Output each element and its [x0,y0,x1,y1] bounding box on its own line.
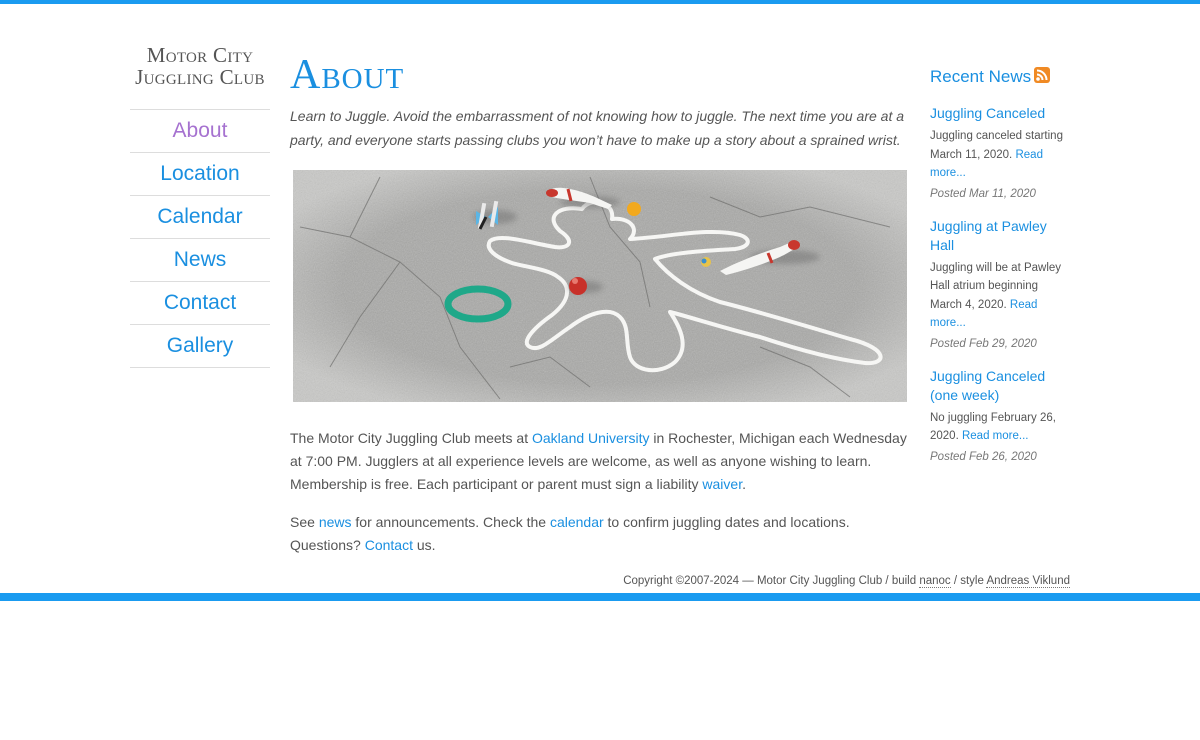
announcements-text-2: for announcements. Check the [351,514,550,530]
rss-icon[interactable] [1034,67,1050,83]
meeting-info-text-1: The Motor City Juggling Club meets at [290,430,532,446]
footer-copyright: Copyright ©2007-2024 — Motor City Juggling Club / build [623,575,920,587]
news-item-title[interactable]: Juggling at Pawley Hall [930,217,1047,253]
read-more-link[interactable]: Read more... [930,148,1043,179]
meeting-info-text-3: . [742,476,746,492]
news-item-date: Posted Feb 29, 2020 [930,337,1037,350]
bottom-accent-bar [0,593,1200,601]
site-title-line1: Motor City [146,43,254,67]
nav-item-contact[interactable] [130,282,270,325]
meeting-info-text-2: in Rochester, Michigan each Wednesday at 7:00 PM. Jugglers at all experience levels are welcome, as well as anyone wishing to learn. Membership is free. Each participant or parent must sign a liability [290,430,907,492]
footer-style-label: / style [950,575,987,587]
news-item-summary-text: Juggling canceled starting March 11, 2020. [930,130,1063,161]
nav-link-contact[interactable]: Contact [163,291,237,314]
nav-item-location[interactable] [130,153,270,196]
nav-link-news[interactable]: News [173,248,227,271]
top-accent-bar [0,0,1200,4]
announcements-paragraph [290,511,915,557]
news-item-summary [930,259,1072,333]
news-item-summary [930,127,1072,183]
recent-news-title: Recent News [930,67,1032,86]
contact-link[interactable]: Contact [364,537,413,553]
nav-item-about[interactable] [130,110,270,153]
nav-link-location[interactable]: Location [160,162,240,185]
nav-link-about[interactable]: About [172,119,228,142]
hero-image [290,167,910,405]
andreas-viklund-link[interactable]: Andreas Viklund [986,575,1070,587]
announcements-text-3: to confirm juggling dates and locations. Questions? [290,514,850,553]
news-item-title[interactable]: Juggling Canceled [930,105,1046,121]
site-title[interactable] [130,44,270,88]
footer [623,575,1070,587]
news-item-date: Posted Mar 11, 2020 [930,187,1036,200]
main-nav [130,109,270,368]
news-item [930,217,1072,353]
page-title: About [290,52,405,98]
nav-link-calendar[interactable]: Calendar [157,205,243,228]
news-item-title[interactable]: Juggling Canceled (one week) [930,367,1046,403]
news-item-summary-text: No juggling February 26, 2020. [930,411,1056,442]
news-item-summary [930,409,1072,446]
news-item [930,367,1072,466]
waiver-link[interactable]: waiver [702,476,743,492]
announcements-text-1: See [290,514,319,530]
intro-text: Learn to Juggle. Avoid the embarrassment of not knowing how to juggle. The next time you are at a party, and everyone starts passing clubs you won’t have to make up a story about a sprained wrist. [290,108,905,148]
news-item [930,104,1072,203]
nav-item-calendar[interactable] [130,196,270,239]
announcements-text-4: us. [412,537,436,553]
site-title-line2: Juggling Club [135,65,265,89]
calendar-link[interactable]: calendar [549,514,604,530]
news-item-summary-text: Juggling will be at Pawley Hall atrium beginning March 4, 2020. [930,261,1062,311]
read-more-link[interactable]: Read more... [930,298,1038,329]
nav-item-news[interactable] [130,239,270,282]
oakland-university-link[interactable]: Oakland University [532,430,650,446]
news-item-date: Posted Feb 26, 2020 [930,450,1037,463]
meeting-info-paragraph [290,427,915,496]
news-link[interactable]: news [318,514,352,530]
recent-news-heading [930,66,1050,88]
read-more-link[interactable]: Read more... [961,430,1029,442]
nav-item-gallery[interactable] [130,325,270,368]
news-list [930,104,1072,480]
nav-link-gallery[interactable]: Gallery [166,334,234,357]
nanoc-link[interactable]: nanoc [919,575,951,587]
